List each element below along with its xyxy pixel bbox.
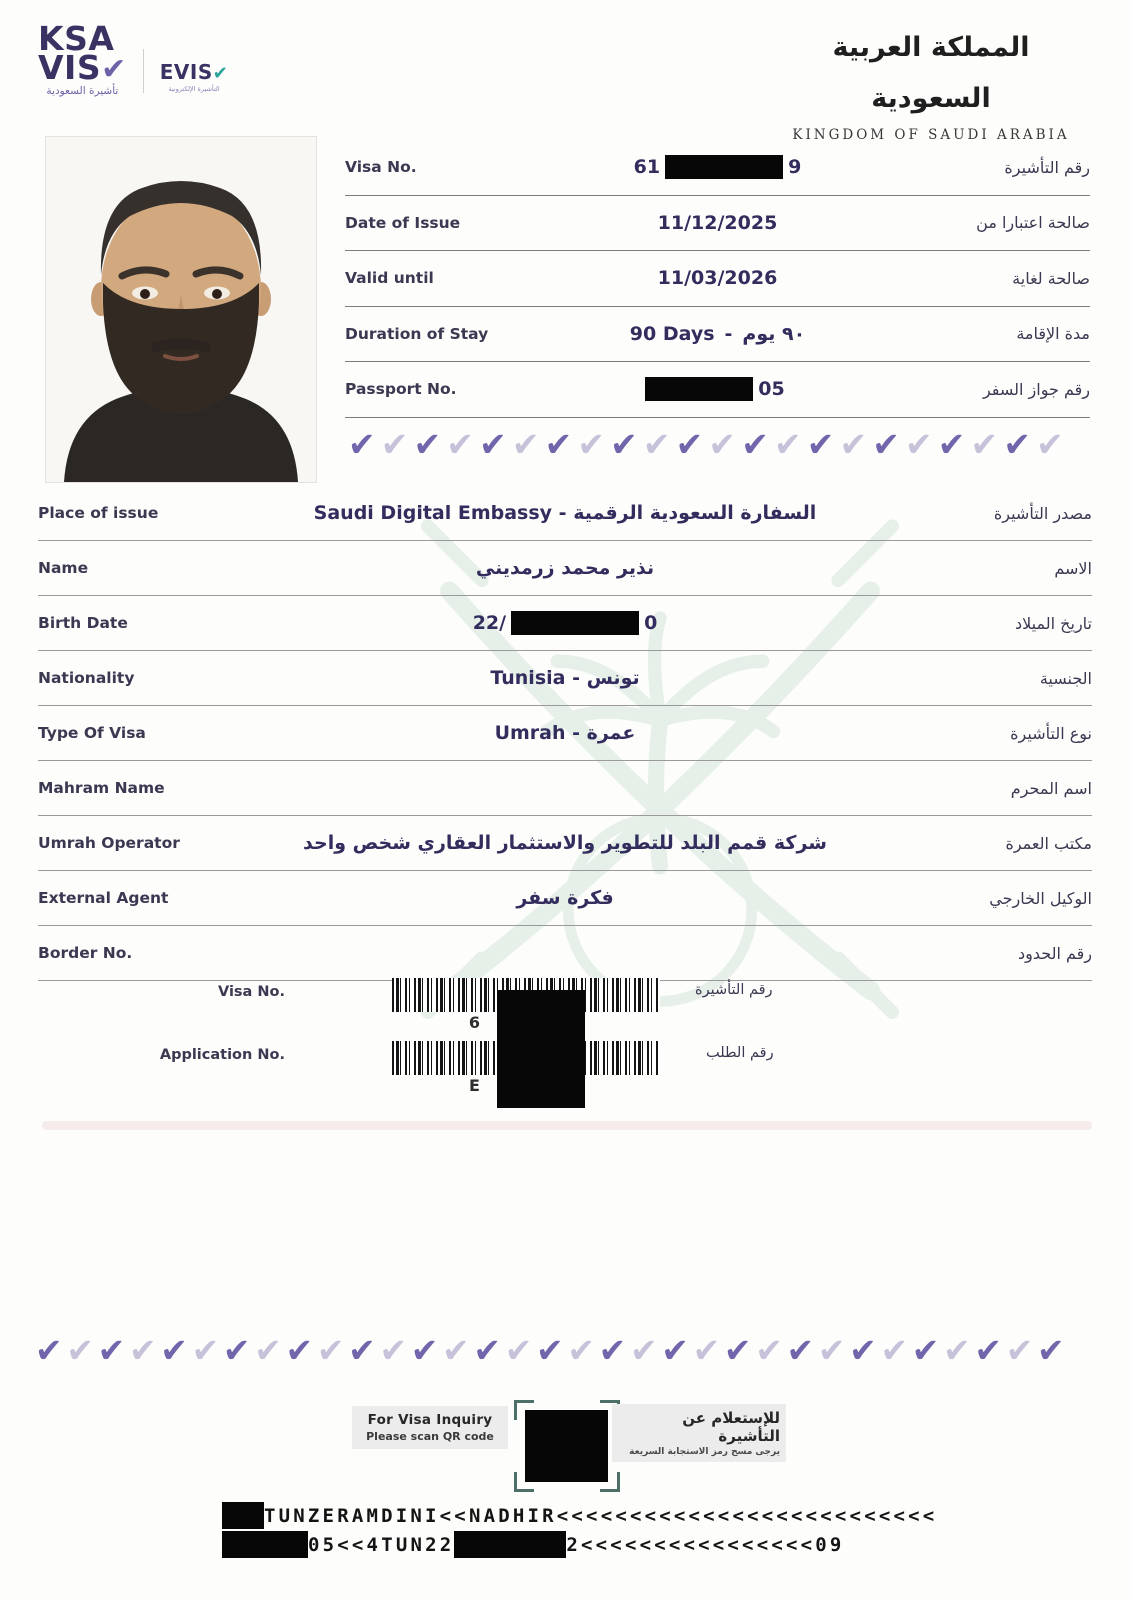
- check-icon: ✔: [379, 1330, 408, 1370]
- check-icon: ✔: [316, 1330, 345, 1370]
- mrz-line-2: [222, 1531, 937, 1560]
- redaction-box: [665, 155, 783, 179]
- field-label-en: Visa No.: [345, 158, 417, 177]
- check-icon: ✔: [880, 1330, 909, 1370]
- check-icon: ✔: [1037, 1330, 1065, 1370]
- redaction-box: [222, 1531, 308, 1558]
- checkmark-divider-top: [348, 420, 1064, 468]
- field-value: [223, 667, 907, 689]
- check-icon: ✔: [160, 1330, 188, 1370]
- check-icon: ✔: [610, 424, 638, 464]
- mrz-line-1: [222, 1502, 937, 1531]
- value-text: 22/: [472, 611, 507, 634]
- check-icon: ✔: [544, 424, 573, 464]
- field-label-en: Border No.: [38, 944, 133, 962]
- field-value: [223, 887, 907, 909]
- value-text: Tunisia - تونس: [490, 667, 640, 689]
- logo-divider: [143, 49, 144, 93]
- barcode-label-ar: رقم الطلب: [706, 1045, 774, 1061]
- field-row: [345, 362, 1090, 418]
- field-value: [223, 611, 907, 635]
- kingdom-header: [771, 22, 1091, 143]
- value-text: E: [468, 1076, 480, 1095]
- check-icon: ✔: [629, 1330, 658, 1370]
- check-icon: ✔: [442, 1330, 470, 1370]
- check-icon: ✔: [872, 424, 900, 464]
- value-text: فكرة سفر: [516, 887, 614, 909]
- evisa-logo-tagline-ar: التأشيرة الإلكترونية: [168, 85, 220, 94]
- check-icon: ✔: [567, 1330, 595, 1370]
- check-icon: ✔: [101, 52, 127, 88]
- check-icon: ✔: [380, 424, 409, 464]
- check-icon: ✔: [479, 424, 507, 464]
- check-icon: ✔: [1036, 424, 1064, 464]
- check-icon: ✔: [974, 1330, 1003, 1370]
- field-row: [38, 596, 1092, 651]
- field-value: [223, 722, 907, 744]
- divider-bar: [42, 1121, 1092, 1130]
- value-text: -: [724, 322, 733, 345]
- value-text: نذير محمد زرمديني: [475, 557, 655, 579]
- value-text: Umrah - عمرة: [494, 722, 636, 744]
- check-icon: ✔: [708, 424, 737, 464]
- value-text: 61: [633, 155, 661, 178]
- check-icon: ✔: [692, 1330, 721, 1370]
- check-icon: ✔: [254, 1330, 282, 1370]
- field-label-ar: تاريخ الميلاد: [1015, 613, 1092, 633]
- check-icon: ✔: [598, 1330, 627, 1370]
- field-row: [38, 651, 1092, 706]
- value-text: 11/12/2025: [657, 211, 778, 234]
- ksa-logo-tagline-ar: تأشيرة السعودية: [46, 85, 119, 98]
- check-icon: ✔: [410, 1330, 439, 1370]
- field-label-en: Place of issue: [38, 504, 159, 522]
- field-label-ar: مدة الإقامة: [1016, 324, 1090, 344]
- value-text: 9: [788, 155, 802, 178]
- check-icon: ✔: [285, 1330, 314, 1370]
- field-row: [38, 926, 1092, 981]
- visa-inquiry-ar: [612, 1404, 786, 1462]
- field-value: [530, 212, 905, 234]
- check-icon: ✔: [504, 1330, 533, 1370]
- visa-summary-table: [345, 140, 1090, 418]
- field-label-en: Date of Issue: [345, 213, 461, 232]
- check-icon: ✔: [642, 424, 671, 464]
- check-icon: ✔: [723, 1330, 752, 1370]
- field-label-en: Duration of Stay: [345, 324, 489, 343]
- kingdom-title-en: KINGDOM OF SAUDI ARABIA: [792, 126, 1070, 143]
- field-label-en: Mahram Name: [38, 779, 165, 797]
- field-label-ar: الاسم: [1054, 558, 1092, 578]
- value-text: 2<<<<<<<<<<<<<<<<09: [566, 1534, 845, 1556]
- check-icon: ✔: [741, 424, 769, 464]
- field-label-en: Valid until: [345, 269, 434, 288]
- field-label-ar: صالحة اعتبارا من: [976, 213, 1090, 233]
- qr-code: [514, 1400, 620, 1492]
- applicant-photo: [45, 136, 317, 483]
- value-text: 6: [468, 1013, 480, 1032]
- field-value: [530, 377, 905, 401]
- field-label-ar: رقم التأشيرة: [1004, 157, 1090, 177]
- check-icon: ✔: [222, 1330, 251, 1370]
- check-icon: ✔: [911, 1330, 940, 1370]
- field-label-ar: نوع التأشيرة: [1010, 723, 1092, 743]
- value-text: 11/03/2026: [657, 267, 778, 290]
- check-icon: ✔: [191, 1330, 220, 1370]
- check-icon: ✔: [35, 1330, 63, 1370]
- inquiry-subtitle-en: Please scan QR code: [366, 1430, 494, 1443]
- checkmark-divider-bottom: [35, 1326, 1065, 1374]
- value-text: 05: [758, 377, 785, 400]
- value-text: TUNZERAMDINI<<NADHIR<<<<<<<<<<<<<<<<<<<<<<<<<<: [264, 1505, 938, 1527]
- redaction-box: [454, 1531, 566, 1558]
- redaction-box: [645, 377, 753, 401]
- mrz-block: [222, 1502, 937, 1560]
- ksa-logo-text-top: KSA: [38, 19, 115, 58]
- field-row: [345, 196, 1090, 252]
- check-icon: ✔: [943, 1330, 971, 1370]
- field-label-ar: مصدر التأشيرة: [993, 503, 1092, 523]
- check-icon: ✔: [661, 1330, 689, 1370]
- check-icon: ✔: [1005, 1330, 1034, 1370]
- check-icon: ✔: [413, 424, 442, 464]
- check-icon: ✔: [773, 424, 802, 464]
- value-text: ٩٠ يوم: [742, 322, 806, 345]
- redaction-box: [511, 611, 639, 635]
- field-value: [223, 832, 907, 854]
- kingdom-title-ar: المملكة العربية السعودية: [832, 32, 1030, 115]
- ksa-visa-logo: [38, 19, 229, 98]
- check-icon: ✔: [1003, 424, 1031, 464]
- value-text: 90 Days: [629, 322, 715, 345]
- field-label-en: Umrah Operator: [38, 834, 180, 852]
- field-label-en: Passport No.: [345, 380, 457, 399]
- field-row: [38, 541, 1092, 596]
- visa-details-table: [38, 486, 1092, 981]
- inquiry-subtitle-ar: يرجى مسح رمز الاستجابة السريعة: [629, 1447, 780, 1457]
- field-label-en: External Agent: [38, 889, 169, 907]
- field-label-en: Name: [38, 559, 89, 577]
- check-icon: ✔: [905, 424, 933, 464]
- field-label-ar: صالحة لغاية: [1012, 268, 1090, 288]
- check-icon: ✔: [97, 1330, 126, 1370]
- redaction-box: [497, 990, 585, 1108]
- ksa-logo-text-bottom: VIS: [38, 48, 102, 88]
- portrait-illustration: [46, 137, 316, 482]
- check-icon: ✔: [66, 1330, 94, 1370]
- check-icon: ✔: [970, 424, 999, 464]
- check-icon: ✔: [577, 424, 606, 464]
- field-row: [38, 706, 1092, 761]
- check-icon: ✔: [212, 63, 229, 85]
- check-icon: ✔: [348, 1330, 376, 1370]
- field-label-en: Birth Date: [38, 614, 128, 632]
- value-text: 05<<4TUN22: [308, 1534, 455, 1556]
- inquiry-title-ar: للإستعلام عن التأشيرة: [682, 1409, 780, 1445]
- check-icon: ✔: [348, 424, 376, 464]
- value-text: 0: [644, 611, 658, 634]
- field-label-ar: مكتب العمرة: [1005, 833, 1092, 853]
- check-icon: ✔: [806, 424, 835, 464]
- check-icon: ✔: [786, 1330, 815, 1370]
- redaction-box: [525, 1410, 608, 1482]
- check-icon: ✔: [536, 1330, 564, 1370]
- field-value: [530, 323, 905, 345]
- field-row: [345, 140, 1090, 196]
- field-label-ar: الجنسية: [1039, 668, 1092, 688]
- redaction-box: [222, 1502, 264, 1529]
- field-row: [38, 486, 1092, 541]
- field-value: [223, 502, 907, 524]
- check-icon: ✔: [511, 424, 540, 464]
- field-value: [530, 155, 905, 179]
- check-icon: ✔: [849, 1330, 877, 1370]
- check-icon: ✔: [128, 1330, 157, 1370]
- field-value: [530, 267, 905, 289]
- check-icon: ✔: [755, 1330, 783, 1370]
- value-text: Saudi Digital Embassy - السفارة السعودية الرقمية: [313, 502, 817, 524]
- value-text: شركة قمم البلد للتطوير والاستثمار العقاري شخص واحد: [303, 832, 827, 854]
- evisa-logo-text: EVIS: [159, 60, 213, 85]
- check-icon: ✔: [473, 1330, 502, 1370]
- field-row: [38, 761, 1092, 816]
- evisa-logo: [160, 60, 229, 97]
- check-icon: ✔: [817, 1330, 846, 1370]
- field-label-ar: رقم جواز السفر: [982, 379, 1090, 399]
- visa-inquiry-en: [352, 1406, 508, 1449]
- field-label-ar: رقم الحدود: [1017, 943, 1092, 963]
- field-row: [38, 871, 1092, 926]
- barcode-label-en: Visa No.: [217, 984, 285, 1000]
- field-row: [345, 251, 1090, 307]
- barcode-label-ar: رقم التأشيرة: [695, 982, 773, 998]
- check-icon: ✔: [839, 424, 868, 464]
- barcode-label-en: Application No.: [159, 1047, 285, 1063]
- inquiry-title-en: For Visa Inquiry: [367, 1412, 493, 1428]
- field-row: [38, 816, 1092, 871]
- field-value: [223, 557, 907, 579]
- check-icon: ✔: [446, 424, 474, 464]
- field-label-en: Nationality: [38, 669, 135, 687]
- field-row: [345, 307, 1090, 363]
- field-label-ar: اسم المحرم: [1010, 778, 1092, 798]
- field-label-ar: الوكيل الخارجي: [989, 888, 1092, 908]
- field-label-en: Type Of Visa: [38, 724, 146, 742]
- check-icon: ✔: [937, 424, 966, 464]
- check-icon: ✔: [675, 424, 704, 464]
